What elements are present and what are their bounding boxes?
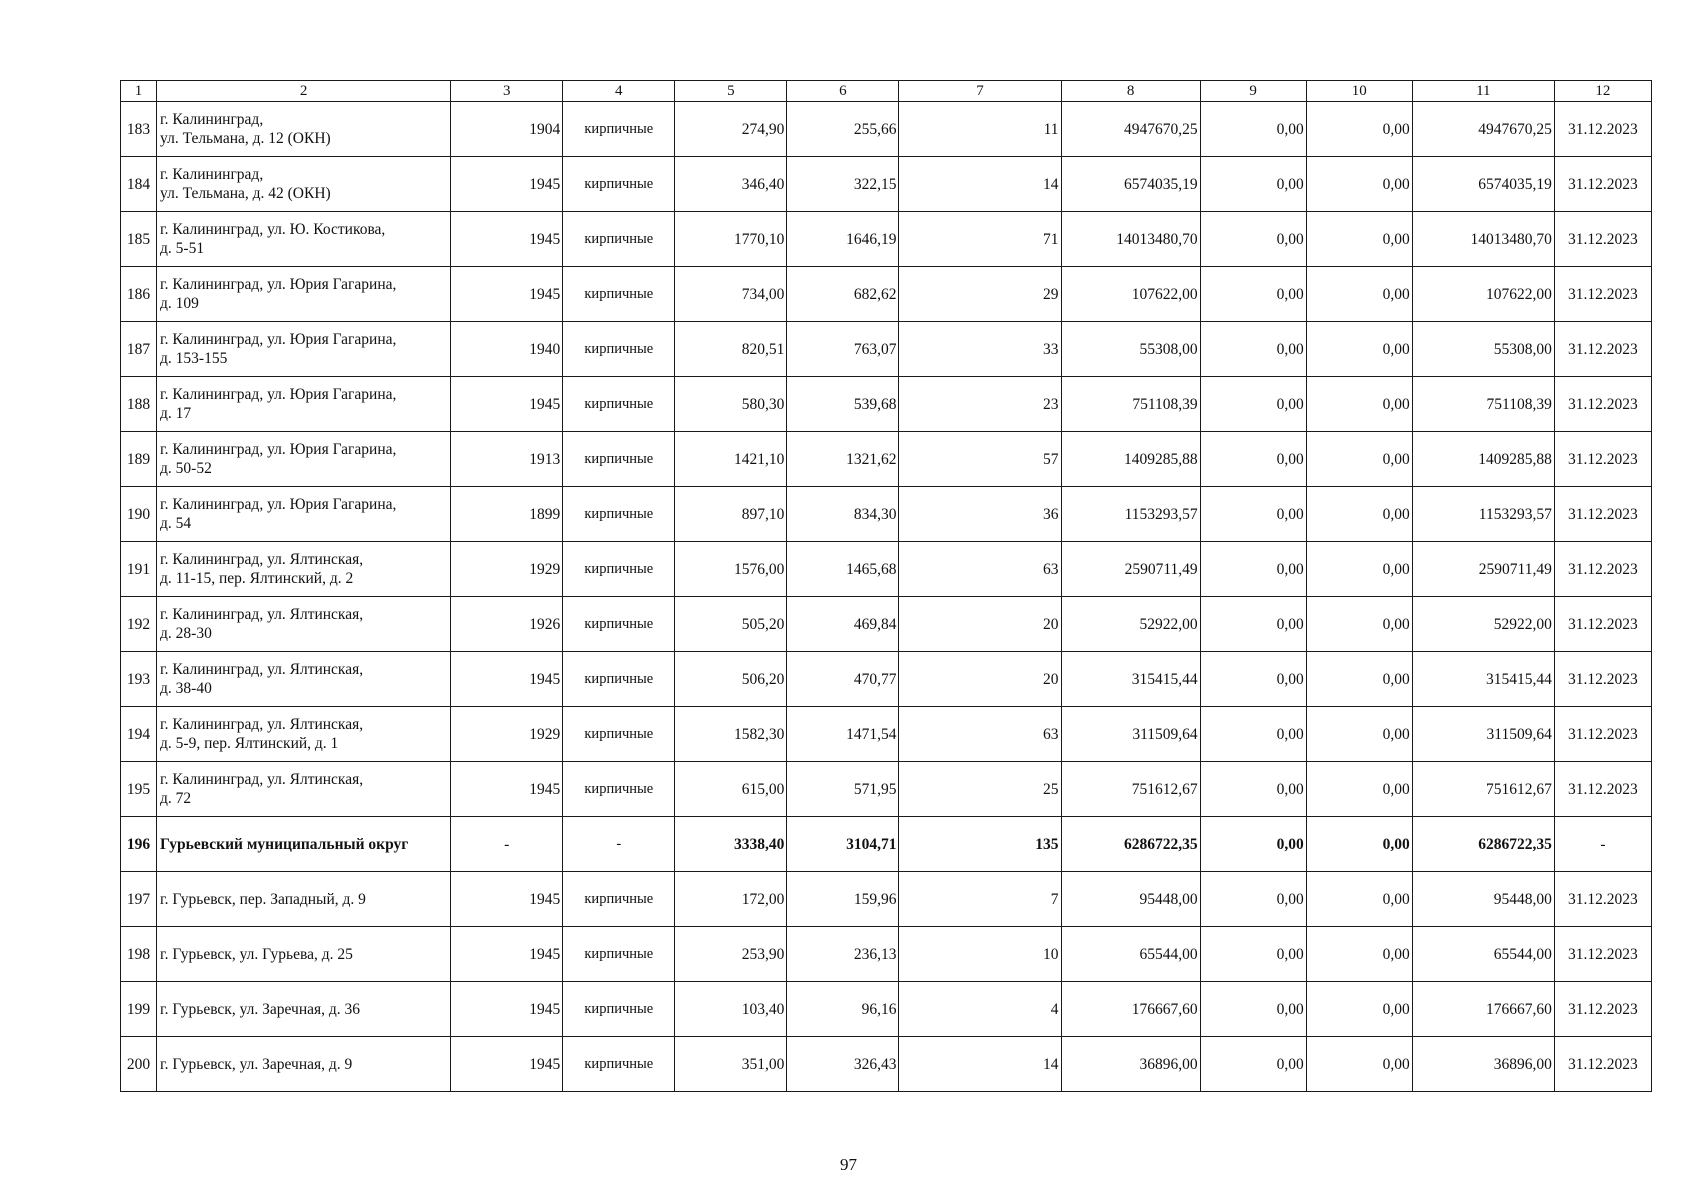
living-area-cell: 469,84	[787, 597, 899, 652]
residents-cell: 20	[899, 652, 1061, 707]
column-header: 6	[787, 81, 899, 102]
table-row	[121, 212, 1652, 267]
address-cell: г. Калининград, ул. Ялтинская, д. 38-40	[157, 652, 451, 707]
deadline-cell: 31.12.2023	[1554, 432, 1651, 487]
living-area-cell: 470,77	[787, 652, 899, 707]
table-row	[121, 927, 1652, 982]
year-cell: 1929	[451, 707, 563, 762]
housing-table	[120, 80, 1652, 1092]
amount-cell: 1409285,88	[1061, 432, 1200, 487]
residents-cell: 4	[899, 982, 1061, 1037]
column-header: 4	[563, 81, 675, 102]
deadline-cell: 31.12.2023	[1554, 267, 1651, 322]
cost-cell-10: 0,00	[1306, 377, 1412, 432]
column-header: 10	[1306, 81, 1412, 102]
cost-cell-9: 0,00	[1200, 597, 1306, 652]
amount-cell: 14013480,70	[1061, 212, 1200, 267]
deadline-cell: 31.12.2023	[1554, 762, 1651, 817]
material-cell: кирпичные	[563, 212, 675, 267]
table-row	[121, 707, 1652, 762]
cost-cell-9: 0,00	[1200, 872, 1306, 927]
row-number: 191	[121, 542, 157, 597]
living-area-cell: 763,07	[787, 322, 899, 377]
material-cell: кирпичные	[563, 487, 675, 542]
amount-cell: 65544,00	[1061, 927, 1200, 982]
year-cell: 1945	[451, 982, 563, 1037]
row-number: 190	[121, 487, 157, 542]
cost-cell-10: 0,00	[1306, 762, 1412, 817]
cost-cell-9: 0,00	[1200, 267, 1306, 322]
amount-cell: 176667,60	[1061, 982, 1200, 1037]
year-cell: 1945	[451, 267, 563, 322]
total-area-cell: 351,00	[675, 1037, 787, 1092]
year-cell: 1945	[451, 377, 563, 432]
total-area-cell: 346,40	[675, 157, 787, 212]
year-cell: 1929	[451, 542, 563, 597]
deadline-cell: 31.12.2023	[1554, 652, 1651, 707]
table-row	[121, 157, 1652, 212]
living-area-cell: 96,16	[787, 982, 899, 1037]
address-cell: г. Калининград, ул. Юрия Гагарина, д. 109	[157, 267, 451, 322]
cost-cell-9: 0,00	[1200, 707, 1306, 762]
deadline-cell: 31.12.2023	[1554, 542, 1651, 597]
table-row	[121, 597, 1652, 652]
amount-cell: 107622,00	[1061, 267, 1200, 322]
year-cell: 1945	[451, 157, 563, 212]
column-header: 7	[899, 81, 1061, 102]
living-area-cell: 1321,62	[787, 432, 899, 487]
residents-cell: 36	[899, 487, 1061, 542]
amount-cell: 4947670,25	[1061, 102, 1200, 157]
address-cell: г. Калининград, ул. Юрия Гагарина, д. 17	[157, 377, 451, 432]
amount-cell: 6574035,19	[1061, 157, 1200, 212]
year-cell: 1945	[451, 1037, 563, 1092]
total-area-cell: 1582,30	[675, 707, 787, 762]
residents-cell: 71	[899, 212, 1061, 267]
deadline-cell: 31.12.2023	[1554, 982, 1651, 1037]
column-header: 2	[157, 81, 451, 102]
deadline-cell: -	[1554, 817, 1651, 872]
column-header: 5	[675, 81, 787, 102]
table-row	[121, 1037, 1652, 1092]
table-row	[121, 322, 1652, 377]
material-cell: кирпичные	[563, 597, 675, 652]
column-header: 9	[1200, 81, 1306, 102]
deadline-cell: 31.12.2023	[1554, 157, 1651, 212]
row-number: 193	[121, 652, 157, 707]
cost-cell-10: 0,00	[1306, 212, 1412, 267]
cost-cell-10: 0,00	[1306, 872, 1412, 927]
row-number: 197	[121, 872, 157, 927]
total-area-cell: 274,90	[675, 102, 787, 157]
column-header: 11	[1412, 81, 1554, 102]
deadline-cell: 31.12.2023	[1554, 322, 1651, 377]
row-number: 199	[121, 982, 157, 1037]
address-cell: г. Гурьевск, пер. Западный, д. 9	[157, 872, 451, 927]
cost-cell-9: 0,00	[1200, 762, 1306, 817]
cost-cell-9: 0,00	[1200, 377, 1306, 432]
amount-cell: 751612,67	[1061, 762, 1200, 817]
total-cost-cell: 1153293,57	[1412, 487, 1554, 542]
total-cost-cell: 176667,60	[1412, 982, 1554, 1037]
cost-cell-10: 0,00	[1306, 982, 1412, 1037]
deadline-cell: 31.12.2023	[1554, 927, 1651, 982]
total-cost-cell: 6574035,19	[1412, 157, 1554, 212]
cost-cell-9: 0,00	[1200, 212, 1306, 267]
amount-cell: 751108,39	[1061, 377, 1200, 432]
total-area-cell: 103,40	[675, 982, 787, 1037]
table-row	[121, 377, 1652, 432]
deadline-cell: 31.12.2023	[1554, 597, 1651, 652]
amount-cell: 52922,00	[1061, 597, 1200, 652]
amount-cell: 55308,00	[1061, 322, 1200, 377]
row-number: 195	[121, 762, 157, 817]
cost-cell-9: 0,00	[1200, 652, 1306, 707]
table-row	[121, 102, 1652, 157]
total-area-cell: 3338,40	[675, 817, 787, 872]
column-header: 12	[1554, 81, 1651, 102]
amount-cell: 2590711,49	[1061, 542, 1200, 597]
subtotal-row	[121, 817, 1652, 872]
year-cell: 1913	[451, 432, 563, 487]
cost-cell-10: 0,00	[1306, 487, 1412, 542]
column-header: 3	[451, 81, 563, 102]
address-cell: г. Калининград, ул. Ялтинская, д. 72	[157, 762, 451, 817]
total-area-cell: 172,00	[675, 872, 787, 927]
material-cell: кирпичные	[563, 542, 675, 597]
cost-cell-9: 0,00	[1200, 157, 1306, 212]
material-cell: кирпичные	[563, 762, 675, 817]
total-cost-cell: 6286722,35	[1412, 817, 1554, 872]
address-cell: г. Гурьевск, ул. Гурьева, д. 25	[157, 927, 451, 982]
residents-cell: 11	[899, 102, 1061, 157]
address-cell: г. Калининград, ул. Ялтинская, д. 28-30	[157, 597, 451, 652]
cost-cell-10: 0,00	[1306, 102, 1412, 157]
total-cost-cell: 751612,67	[1412, 762, 1554, 817]
year-cell: 1945	[451, 927, 563, 982]
year-cell: 1940	[451, 322, 563, 377]
year-cell: 1926	[451, 597, 563, 652]
table-row	[121, 432, 1652, 487]
material-cell: кирпичные	[563, 322, 675, 377]
total-area-cell: 580,30	[675, 377, 787, 432]
table-row	[121, 542, 1652, 597]
total-cost-cell: 95448,00	[1412, 872, 1554, 927]
address-cell: г. Калининград, ул. Ялтинская, д. 5-9, пер. Ялтинский, д. 1	[157, 707, 451, 762]
amount-cell: 1153293,57	[1061, 487, 1200, 542]
row-number: 184	[121, 157, 157, 212]
residents-cell: 63	[899, 707, 1061, 762]
row-number: 198	[121, 927, 157, 982]
material-cell: кирпичные	[563, 1037, 675, 1092]
total-cost-cell: 55308,00	[1412, 322, 1554, 377]
amount-cell: 311509,64	[1061, 707, 1200, 762]
year-cell: 1899	[451, 487, 563, 542]
column-number-header	[121, 81, 1652, 102]
living-area-cell: 834,30	[787, 487, 899, 542]
row-number: 192	[121, 597, 157, 652]
total-cost-cell: 52922,00	[1412, 597, 1554, 652]
residents-cell: 14	[899, 1037, 1061, 1092]
address-cell: г. Гурьевск, ул. Заречная, д. 9	[157, 1037, 451, 1092]
cost-cell-9: 0,00	[1200, 487, 1306, 542]
residents-cell: 63	[899, 542, 1061, 597]
address-cell: Гурьевский муниципальный округ	[157, 817, 451, 872]
material-cell: кирпичные	[563, 652, 675, 707]
residents-cell: 10	[899, 927, 1061, 982]
cost-cell-10: 0,00	[1306, 707, 1412, 762]
cost-cell-9: 0,00	[1200, 817, 1306, 872]
total-cost-cell: 311509,64	[1412, 707, 1554, 762]
residents-cell: 135	[899, 817, 1061, 872]
cost-cell-10: 0,00	[1306, 322, 1412, 377]
cost-cell-9: 0,00	[1200, 1037, 1306, 1092]
material-cell: -	[563, 817, 675, 872]
cost-cell-10: 0,00	[1306, 817, 1412, 872]
cost-cell-10: 0,00	[1306, 267, 1412, 322]
row-number: 187	[121, 322, 157, 377]
residents-cell: 7	[899, 872, 1061, 927]
amount-cell: 315415,44	[1061, 652, 1200, 707]
living-area-cell: 3104,71	[787, 817, 899, 872]
address-cell: г. Калининград, ул. Юрия Гагарина, д. 50-52	[157, 432, 451, 487]
deadline-cell: 31.12.2023	[1554, 707, 1651, 762]
material-cell: кирпичные	[563, 872, 675, 927]
year-cell: 1904	[451, 102, 563, 157]
living-area-cell: 571,95	[787, 762, 899, 817]
amount-cell: 36896,00	[1061, 1037, 1200, 1092]
residents-cell: 25	[899, 762, 1061, 817]
cost-cell-10: 0,00	[1306, 542, 1412, 597]
cost-cell-9: 0,00	[1200, 102, 1306, 157]
material-cell: кирпичные	[563, 267, 675, 322]
residents-cell: 29	[899, 267, 1061, 322]
total-cost-cell: 2590711,49	[1412, 542, 1554, 597]
cost-cell-10: 0,00	[1306, 432, 1412, 487]
total-cost-cell: 14013480,70	[1412, 212, 1554, 267]
total-area-cell: 615,00	[675, 762, 787, 817]
total-cost-cell: 751108,39	[1412, 377, 1554, 432]
year-cell: 1945	[451, 872, 563, 927]
cost-cell-9: 0,00	[1200, 432, 1306, 487]
living-area-cell: 236,13	[787, 927, 899, 982]
living-area-cell: 326,43	[787, 1037, 899, 1092]
living-area-cell: 1471,54	[787, 707, 899, 762]
residents-cell: 23	[899, 377, 1061, 432]
table-row	[121, 267, 1652, 322]
cost-cell-10: 0,00	[1306, 157, 1412, 212]
address-cell: г. Гурьевск, ул. Заречная, д. 36	[157, 982, 451, 1037]
total-cost-cell: 4947670,25	[1412, 102, 1554, 157]
address-cell: г. Калининград, ул. Юрия Гагарина, д. 54	[157, 487, 451, 542]
total-area-cell: 253,90	[675, 927, 787, 982]
total-cost-cell: 107622,00	[1412, 267, 1554, 322]
row-number: 186	[121, 267, 157, 322]
year-cell: -	[451, 817, 563, 872]
cost-cell-9: 0,00	[1200, 322, 1306, 377]
living-area-cell: 539,68	[787, 377, 899, 432]
deadline-cell: 31.12.2023	[1554, 377, 1651, 432]
living-area-cell: 1465,68	[787, 542, 899, 597]
address-cell: г. Калининград, ул. Юрия Гагарина, д. 153-155	[157, 322, 451, 377]
row-number: 185	[121, 212, 157, 267]
living-area-cell: 322,15	[787, 157, 899, 212]
cost-cell-10: 0,00	[1306, 597, 1412, 652]
table-row	[121, 762, 1652, 817]
material-cell: кирпичные	[563, 157, 675, 212]
deadline-cell: 31.12.2023	[1554, 1037, 1651, 1092]
living-area-cell: 682,62	[787, 267, 899, 322]
year-cell: 1945	[451, 212, 563, 267]
column-header: 1	[121, 81, 157, 102]
cost-cell-10: 0,00	[1306, 1037, 1412, 1092]
row-number: 183	[121, 102, 157, 157]
deadline-cell: 31.12.2023	[1554, 212, 1651, 267]
table-row	[121, 982, 1652, 1037]
year-cell: 1945	[451, 652, 563, 707]
total-area-cell: 734,00	[675, 267, 787, 322]
total-area-cell: 505,20	[675, 597, 787, 652]
residents-cell: 20	[899, 597, 1061, 652]
amount-cell: 6286722,35	[1061, 817, 1200, 872]
table-row	[121, 487, 1652, 542]
total-cost-cell: 65544,00	[1412, 927, 1554, 982]
total-area-cell: 1770,10	[675, 212, 787, 267]
year-cell: 1945	[451, 762, 563, 817]
total-area-cell: 1576,00	[675, 542, 787, 597]
cost-cell-10: 0,00	[1306, 652, 1412, 707]
total-area-cell: 820,51	[675, 322, 787, 377]
material-cell: кирпичные	[563, 377, 675, 432]
total-area-cell: 897,10	[675, 487, 787, 542]
residents-cell: 14	[899, 157, 1061, 212]
cost-cell-10: 0,00	[1306, 927, 1412, 982]
living-area-cell: 1646,19	[787, 212, 899, 267]
deadline-cell: 31.12.2023	[1554, 487, 1651, 542]
total-cost-cell: 315415,44	[1412, 652, 1554, 707]
page-number: 97	[840, 1155, 857, 1174]
address-cell: г. Калининград, ул. Тельмана, д. 42 (ОКН)	[157, 157, 451, 212]
material-cell: кирпичные	[563, 432, 675, 487]
living-area-cell: 159,96	[787, 872, 899, 927]
cost-cell-9: 0,00	[1200, 927, 1306, 982]
table-row	[121, 652, 1652, 707]
row-number: 200	[121, 1037, 157, 1092]
total-area-cell: 1421,10	[675, 432, 787, 487]
residents-cell: 57	[899, 432, 1061, 487]
material-cell: кирпичные	[563, 102, 675, 157]
residents-cell: 33	[899, 322, 1061, 377]
address-cell: г. Калининград, ул. Ялтинская, д. 11-15, пер. Ялтинский, д. 2	[157, 542, 451, 597]
address-cell: г. Калининград, ул. Ю. Костикова, д. 5-51	[157, 212, 451, 267]
row-number: 196	[121, 817, 157, 872]
amount-cell: 95448,00	[1061, 872, 1200, 927]
deadline-cell: 31.12.2023	[1554, 102, 1651, 157]
row-number: 194	[121, 707, 157, 762]
living-area-cell: 255,66	[787, 102, 899, 157]
row-number: 188	[121, 377, 157, 432]
material-cell: кирпичные	[563, 927, 675, 982]
row-number: 189	[121, 432, 157, 487]
column-header: 8	[1061, 81, 1200, 102]
deadline-cell: 31.12.2023	[1554, 872, 1651, 927]
cost-cell-9: 0,00	[1200, 542, 1306, 597]
material-cell: кирпичные	[563, 707, 675, 762]
total-area-cell: 506,20	[675, 652, 787, 707]
total-cost-cell: 36896,00	[1412, 1037, 1554, 1092]
address-cell: г. Калининград, ул. Тельмана, д. 12 (ОКН)	[157, 102, 451, 157]
material-cell: кирпичные	[563, 982, 675, 1037]
table-row	[121, 872, 1652, 927]
cost-cell-9: 0,00	[1200, 982, 1306, 1037]
total-cost-cell: 1409285,88	[1412, 432, 1554, 487]
